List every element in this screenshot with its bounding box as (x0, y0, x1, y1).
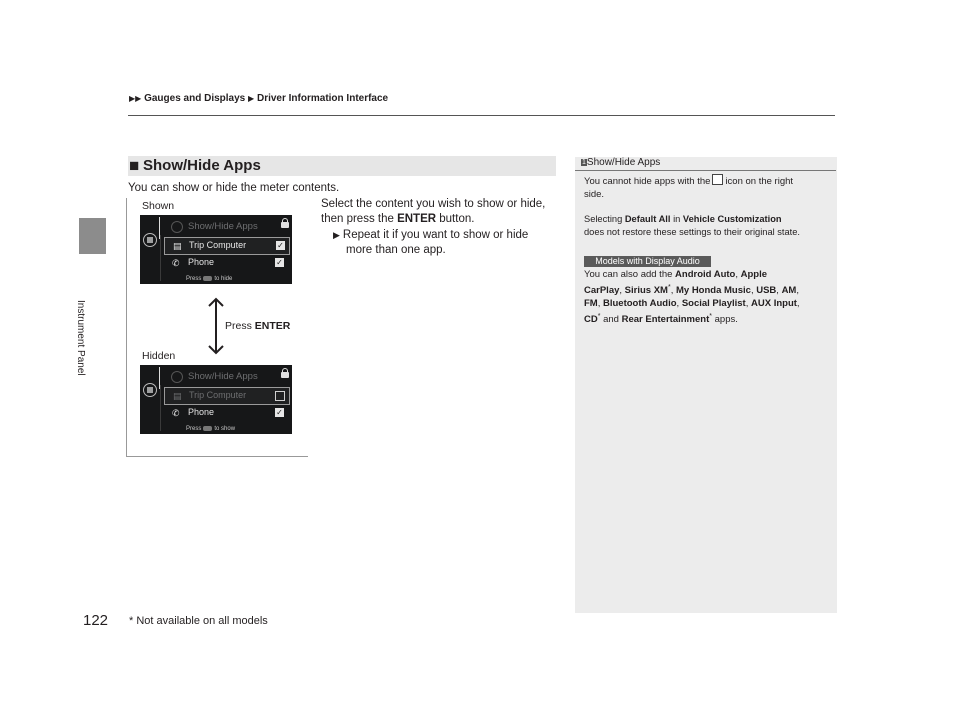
app-name: Rear Entertainment (621, 314, 710, 326)
app-row-phone[interactable] (164, 255, 288, 271)
app-label: Phone (188, 407, 215, 417)
double-arrow-icon (206, 296, 226, 356)
app-name: Social Playlist (681, 298, 746, 310)
app-label: Phone (188, 257, 215, 267)
note-text: and (600, 314, 622, 326)
press-text: Press (225, 320, 255, 332)
step-1-line-1: Select the content you wish to show or hide, (321, 198, 546, 210)
section-header (128, 156, 556, 176)
sep: , (670, 285, 676, 297)
app-row-trip-computer[interactable] (164, 237, 290, 255)
section-title: Show/Hide Apps (143, 157, 261, 174)
note-title (581, 157, 660, 168)
phone-icon: ✆ (172, 408, 180, 418)
note-text: does not restore these settings to their original state. (584, 227, 801, 237)
sep: , (750, 285, 757, 297)
press-enter-label (225, 320, 290, 332)
screen-hidden (140, 365, 292, 434)
footnote-star: * (597, 313, 601, 321)
app-name: AM (781, 285, 797, 297)
note-text: in (670, 214, 683, 224)
trip-computer-icon: ▤ (173, 241, 182, 251)
note-paragraph-2 (584, 213, 824, 239)
checkbox-unchecked-icon[interactable] (275, 391, 285, 401)
apps-grid-icon (143, 383, 157, 397)
step-1-text: then press the (321, 213, 398, 225)
screen-shown (140, 215, 292, 284)
step-2-line-1: Repeat it if you want to show or hide (342, 229, 529, 241)
sep: , (619, 285, 625, 297)
note-text: You can also add the (584, 269, 676, 280)
app-name: My Honda Music (675, 285, 751, 297)
app-name: Bluetooth Audio (603, 298, 677, 310)
menu-circle-icon (171, 371, 183, 383)
trip-computer-icon: ▤ (173, 391, 182, 401)
app-name: Apple (740, 269, 768, 280)
sep: , (735, 269, 741, 280)
phone-icon: ✆ (172, 258, 180, 268)
models-badge: Models with Display Audio (584, 256, 711, 267)
app-name: USB (756, 285, 777, 297)
note-text: icon on the right (725, 176, 794, 187)
note-marker-icon: 1 (582, 159, 586, 166)
enter-keyword: ENTER (254, 320, 291, 332)
app-name: CarPlay (584, 285, 620, 297)
checkbox-checked-icon[interactable]: ✓ (276, 408, 283, 417)
apps-grid-icon (143, 233, 157, 247)
note-bold: Vehicle Customization (682, 214, 782, 224)
note-text: Selecting (584, 214, 625, 224)
note-rule (575, 170, 836, 171)
note-title-text: Show/Hide Apps (586, 157, 661, 168)
app-label: Trip Computer (189, 390, 247, 400)
step-1-line-2 (321, 212, 545, 227)
screen-hint (140, 426, 292, 432)
note-paragraph-3: You can also add the Android Auto, Apple CarPlay, Sirius XM*, My Honda Music, USB, AM, FM, Bluetooth Audio, Social Playlist, AUX Input, CD* and Rear Entertainment* apps. (584, 269, 800, 326)
hidden-label: Hidden (142, 350, 176, 362)
sep: , (776, 285, 782, 297)
screen-title: Show/Hide Apps (188, 221, 258, 232)
sep: , (597, 298, 603, 310)
app-name: CD (584, 314, 598, 326)
app-label: Trip Computer (189, 240, 247, 250)
app-name: AUX Input (751, 298, 797, 310)
step-2-line-2: more than one app. (346, 244, 446, 256)
enter-key-icon (203, 276, 212, 281)
step-arrow-icon: ▶ (333, 230, 340, 240)
checkbox-checked-icon[interactable]: ✓ (276, 258, 283, 267)
screen-title: Show/Hide Apps (188, 371, 258, 382)
step-2 (333, 228, 528, 258)
app-row-phone[interactable] (164, 405, 288, 421)
breadcrumb-arrow-icon: ▶▶ (129, 94, 142, 103)
note-text: side. (584, 189, 605, 200)
note-text: You cannot hide apps with the (584, 176, 711, 187)
lock-icon (281, 372, 289, 378)
app-row-trip-computer[interactable] (164, 387, 290, 405)
divider (160, 235, 161, 281)
hint-text: Press (186, 276, 202, 282)
footnote-star: * (667, 284, 671, 291)
chapter-label: Instrument Panel (75, 300, 86, 376)
sep: , (676, 298, 682, 310)
footnote: * Not available on all models (129, 615, 268, 627)
sep: , (745, 298, 751, 310)
divider (160, 385, 161, 431)
intro-text: You can show or hide the meter contents. (128, 182, 340, 194)
shown-label: Shown (142, 200, 175, 212)
checkbox-checked-icon[interactable]: ✓ (277, 241, 284, 250)
breadcrumb-item-dii[interactable]: Driver Information Interface (256, 93, 389, 104)
chapter-tab (79, 218, 106, 254)
enter-key-icon (203, 426, 212, 431)
lock-icon (712, 174, 723, 185)
breadcrumb-item-gauges[interactable]: Gauges and Displays (144, 93, 246, 104)
header-rule (128, 115, 835, 116)
footnote-star: * (709, 313, 712, 321)
menu-circle-icon (171, 221, 183, 233)
app-name: Sirius XM (624, 285, 668, 297)
hint-text: to hide (214, 276, 233, 282)
breadcrumb-arrow-icon: ▶ (248, 94, 255, 103)
breadcrumb (129, 93, 388, 104)
note-paragraph-1 (584, 174, 824, 201)
page-number: 122 (83, 612, 109, 629)
app-name: Android Auto (675, 269, 736, 280)
hint-text: to show (214, 426, 236, 432)
section-square-icon: ■ (129, 156, 140, 175)
enter-keyword: ENTER (397, 213, 437, 225)
screen-hint (140, 276, 292, 282)
app-name: FM (584, 298, 598, 310)
note-bold: Default All (624, 214, 671, 224)
lock-icon (281, 222, 289, 228)
hint-text: Press (186, 426, 202, 432)
step-1-text-end: button. (436, 213, 475, 225)
note-text: apps. (711, 314, 738, 326)
step-1 (321, 197, 545, 227)
